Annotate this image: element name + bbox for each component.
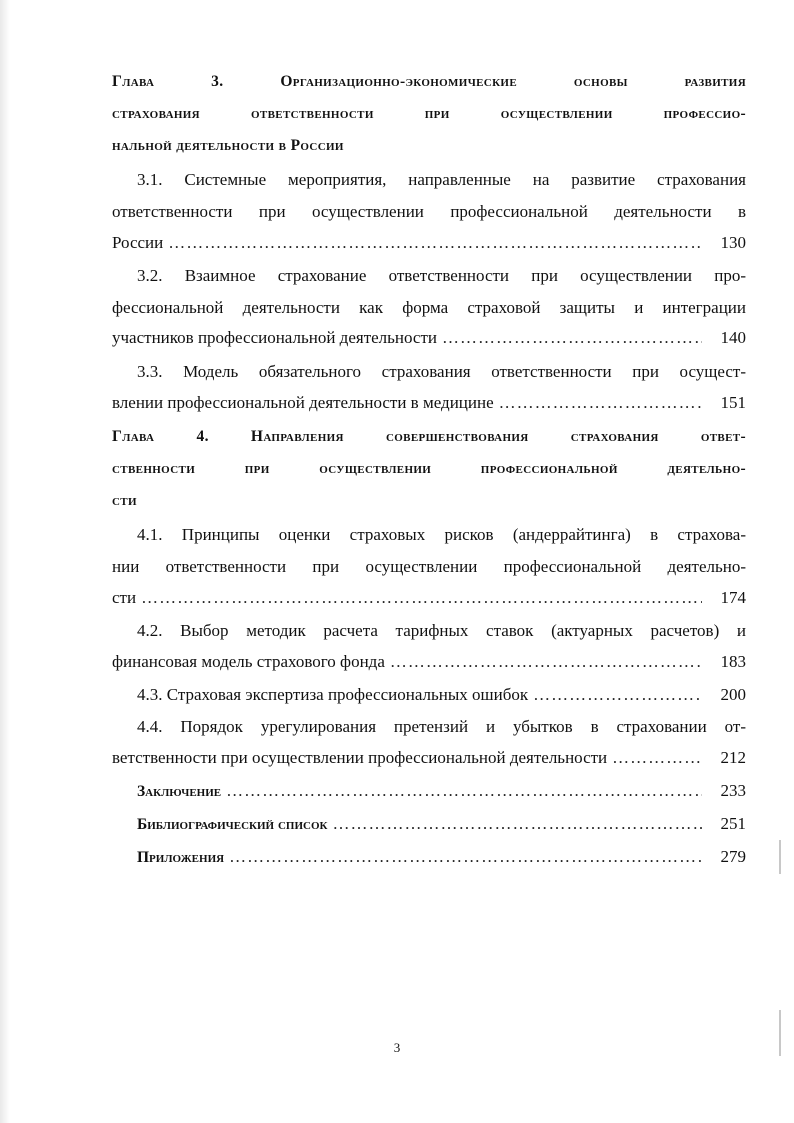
dot-leader [390,646,702,678]
scan-edge-shadow [0,0,10,1123]
toc-entry-3-2-last-line[interactable] [112,322,746,354]
toc-entry-3-1-last-line[interactable] [112,227,746,259]
toc-entry-3-2-line-1: 3.2. Взаимное страхование ответственности при осуществлении про- [137,266,746,285]
toc-bibliography-page: 251 [720,814,746,833]
toc-entry-3-1-line-2: ответственности при осуществлении профессиональной деятельности в [112,202,746,221]
toc-entry-4-1-text: сти [112,588,137,607]
toc-entry-4-4-text: ветственности при осуществлении профессиональной деятельности [112,748,608,767]
chapter-4-heading-line-2: ственности при осуществлении профессиональной деятельно- [112,460,746,477]
toc-entry-4-3-page: 200 [720,685,746,704]
toc-entry-4-1-line-1: 4.1. Принципы оценки страховых рисков (андеррайтинга) в страхова- [137,525,746,544]
chapter-3-heading-line-2: страхования ответственности при осуществлении профессио- [112,105,746,122]
toc-entry-4-2-page: 183 [720,652,746,671]
toc-entry-bibliography[interactable] [112,808,746,840]
dot-leader [229,841,702,873]
toc-appendices-title: Приложения [137,849,225,866]
toc-entry-4-1-line-2: нии ответственности при осуществлении профессиональной деятельно- [112,557,746,576]
toc-entry-4-4-last-line[interactable] [112,742,746,774]
toc-entry-4-2-line-1: 4.2. Выбор методик расчета тарифных ставок (актуарных расчетов) и [137,621,746,640]
dot-leader [226,775,702,807]
toc-entry-3-1-page: 130 [720,233,746,252]
toc-entry-appendices[interactable] [112,841,746,873]
dot-leader [141,582,702,614]
toc-appendices-page: 279 [720,847,746,866]
toc-entry-4-3-text: 4.3. Страховая экспертиза профессиональных ошибок [137,685,529,704]
toc-entry-4-4-page: 212 [720,748,746,767]
toc-conclusion-title: Заключение [137,783,222,800]
toc-entry-3-2-page: 140 [720,328,746,347]
chapter-4-heading-line-1: Глава 4. Направления совершенствования страхования ответ- [112,428,746,445]
toc-entry-conclusion[interactable] [112,775,746,807]
scan-artifact-mark [779,840,781,874]
toc-entry-3-1-text: России [112,233,164,252]
toc-bibliography-title: Библиографический список [137,816,328,833]
toc-entry-3-3-line-1: 3.3. Модель обязательного страхования ответственности при осущест- [137,362,746,381]
dot-leader [499,387,702,419]
dot-leader [168,227,702,259]
toc-entry-3-2-text: участников профессиональной деятельности [112,328,438,347]
page-number: 3 [393,1040,401,1055]
dot-leader [533,679,702,711]
toc-entry-3-3-last-line[interactable] [112,387,746,419]
dot-leader [333,808,702,840]
dot-leader [442,322,702,354]
toc-entry-3-1-line-1: 3.1. Системные мероприятия, направленные на развитие страхования [137,170,746,189]
toc-entry-4-2-text: финансовая модель страхового фонда [112,652,385,671]
toc-entry-3-2-line-2: фессиональной деятельности как форма страховой защиты и интеграции [112,298,746,317]
chapter-3-heading-line-3: нальной деятельности в России [112,137,344,154]
toc-entry-4-2-last-line[interactable] [112,646,746,678]
chapter-4-heading-line-3: сти [112,492,137,509]
toc-entry-4-4-line-1: 4.4. Порядок урегулирования претензий и убытков в страховании от- [137,717,746,736]
toc-entry-4-1-page: 174 [720,588,746,607]
dot-leader [612,742,702,774]
toc-entry-3-3-page: 151 [720,393,746,412]
toc-conclusion-page: 233 [720,781,746,800]
toc-entry-3-3-text: влении профессиональной деятельности в медицине [112,393,494,412]
toc-entry-4-1-last-line[interactable] [112,582,746,614]
chapter-3-heading-line-1: Глава 3. Организационно-экономические основы развития [112,73,746,90]
toc-entry-4-3-line[interactable] [112,679,746,711]
